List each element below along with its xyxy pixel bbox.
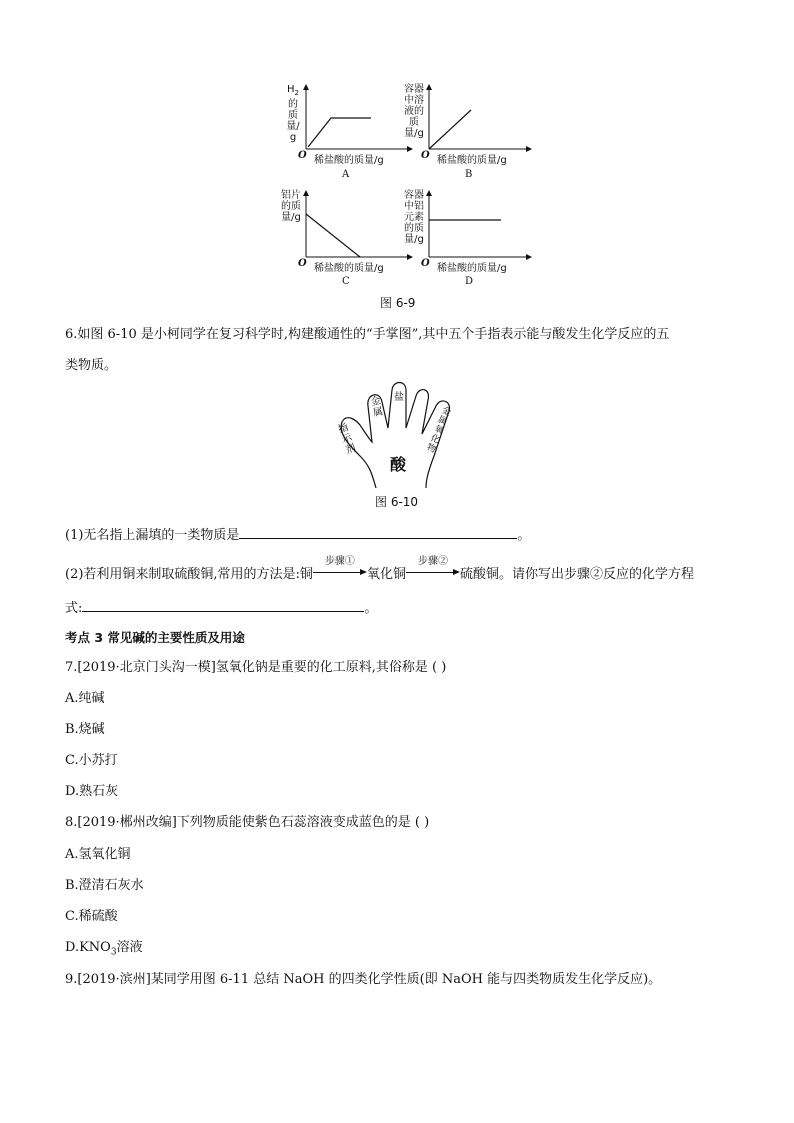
q7-stem: 7.[2019·北京门头沟一模]氢氧化钠是重要的化工原料,其俗称是 ( ) [65,660,447,675]
figure-6-10-caption: 图 6-10 [375,495,419,509]
finger-label-middle: 盐 [394,392,404,403]
graph-a-xlabel: 稀盐酸的质量/g [314,155,384,166]
q8-option-d[interactable]: $D.KNO_3$溶液 [65,940,143,958]
q8-option-c[interactable]: C.稀硫酸 [65,909,118,924]
finger-label-index: 金属 [369,395,385,420]
palm-label: 酸 [390,455,407,474]
q8-option-b[interactable]: B.澄清石灰水 [65,878,144,893]
graph-panel-c [282,190,416,290]
graph-c-xlabel: 稀盐酸的质量/g [314,263,384,274]
graph-panel-d [405,190,535,290]
graph-d-ylabel: 容器中铝元素的质量/g [404,190,424,245]
figure-6-9-caption: 图 6-9 [380,296,416,310]
graph-a-plot [286,84,416,159]
graph-b-origin: O [421,150,430,161]
graph-panel-b [405,84,535,184]
q6-stem-line1: 6.如图 6-10 是小柯同学在复习科学时,构建酸通性的“手掌图”,其中五个手指表示能与酸发生化学反应的五 [65,327,670,342]
q9-stem: 9.[2019·滨州]某同学用图 6-11 总结 NaOH 的四类化学性质(即 NaOH 能与四类物质发生化学反应)。 [65,972,662,987]
graph-panel-a [286,84,416,184]
graph-b-letter: B [465,169,473,180]
graph-c-plot [282,190,416,265]
finger-label-pinky: 金属氧化物 [425,405,453,456]
graph-a-letter: A [342,169,350,180]
q7-option-a[interactable]: A.纯碱 [65,691,105,706]
q6-sub1: (1)无名指上漏填的一类物质是 。 [65,524,530,546]
finger-label-thumb: 指示剂 [336,421,358,457]
graph-c-origin: O [298,258,307,269]
graph-d-letter: D [465,276,474,287]
q6-stem-line2: 类物质。 [65,358,118,373]
graph-b-curve [429,110,471,149]
graph-a-origin: O [298,150,307,161]
graph-d-origin: O [421,258,430,269]
graph-b-plot [405,84,535,159]
graph-b-xlabel: 稀盐酸的质量/g [437,155,507,166]
graph-a-curve [308,118,371,147]
q6-sub2-line2: 式: 。 [65,597,377,619]
graph-b-ylabel: 容器中溶液的质量/g [404,84,424,139]
q6-sub1-answer-blank[interactable] [239,524,517,539]
q6-sub2-answer-blank[interactable] [82,597,364,612]
q6-sub2-line1: (2)若利用铜来制取硫酸铜,常用的方法是:铜 步骤① 氧化铜 步骤② 硫酸铜。请你写出步骤②反应的化学方程 [65,564,694,585]
q7-option-b[interactable]: B.烧碱 [65,722,105,737]
reaction-arrow-step2: 步骤② [406,564,460,585]
graph-d-plot [405,190,535,265]
q8-option-a[interactable]: A.氢氧化铜 [65,847,131,862]
graph-a-ylabel: $H_2$的质量/g [286,84,300,143]
reaction-arrow-step1: 步骤① [313,564,367,585]
q7-option-d[interactable]: D.熟石灰 [65,784,119,799]
q8-stem: 8.[2019·郴州改编]下列物质能使紫色石蕊溶液变成蓝色的是 ( ) [65,815,430,830]
graph-c-letter: C [342,276,350,287]
hand-figure [330,376,470,492]
q7-option-c[interactable]: C.小苏打 [65,753,118,768]
graph-d-xlabel: 稀盐酸的质量/g [437,263,507,274]
graph-c-curve [306,214,360,257]
section-3-title: 考点 3 常见碱的主要性质及用途 [65,630,245,645]
graph-c-ylabel: 铝片的质量/g [281,190,301,223]
